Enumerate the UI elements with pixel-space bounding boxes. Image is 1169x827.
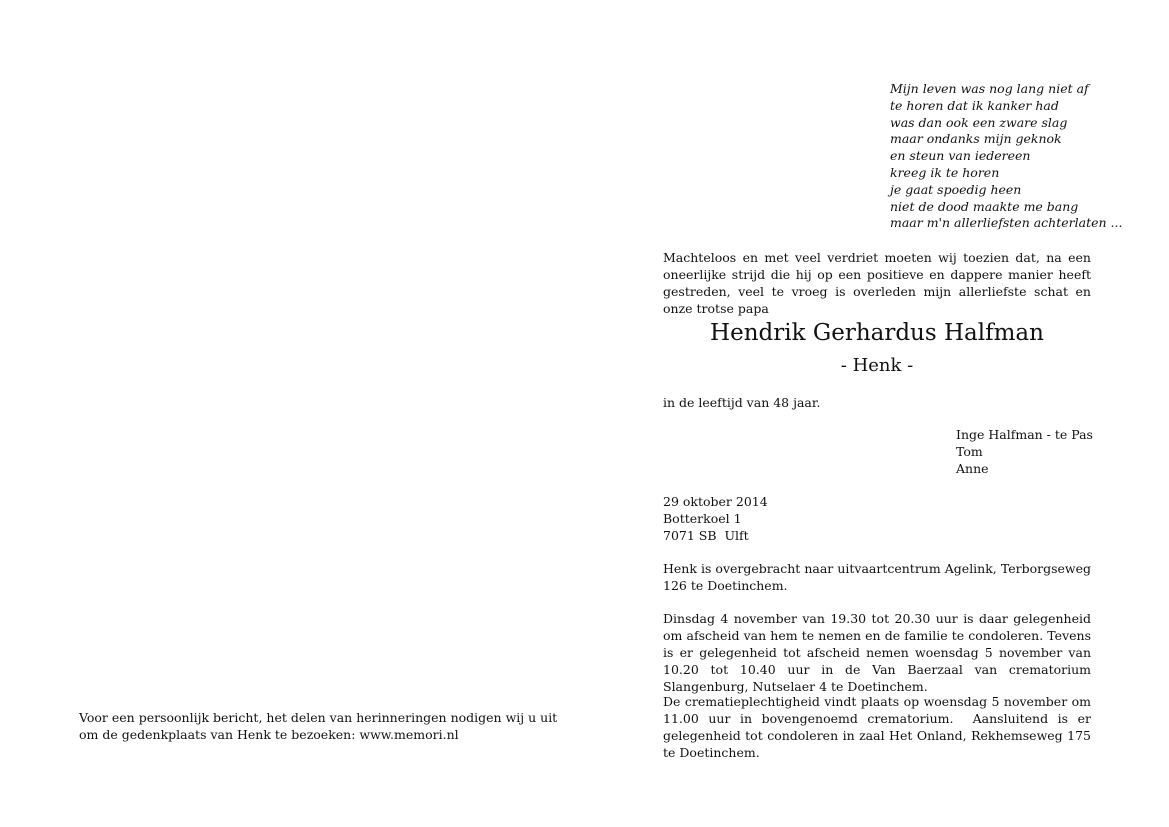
transfer-paragraph: Henk is overgebracht naar uitvaartcentrum Agelink, Terborgseweg 126 te Doetinchem. bbox=[663, 561, 1091, 593]
address-city: 7071 SB Ulft bbox=[663, 528, 749, 543]
poem-line: maar m'n allerliefsten achterlaten ... bbox=[890, 215, 1123, 231]
poem-line: te horen dat ik kanker had bbox=[890, 97, 1059, 113]
family-member: Anne bbox=[956, 461, 989, 476]
visit-paragraph: Dinsdag 4 november van 19.30 tot 20.30 uur is daar gelegenheid om afscheid van hem te nemen en de familie te condoleren. Tevens is er gelegenheid tot afscheid nemen woensdag 5 november van 10.20 tot 10.40 uur in de Van Baerzaal van crematorium Slangenburg, Nutselaer 4 te Doetinchem. bbox=[663, 611, 1091, 694]
address-date: 29 oktober 2014 bbox=[663, 494, 768, 509]
poem bbox=[890, 81, 1130, 232]
memori-note-line-2: om de gedenkplaats van Henk te bezoeken: www.memori.nl bbox=[79, 727, 459, 742]
poem-line: niet de dood maakte me bang bbox=[890, 198, 1079, 214]
poem-line: maar ondanks mijn geknok bbox=[890, 131, 1062, 147]
address-street: Botterkoel 1 bbox=[663, 511, 742, 526]
poem-line: Mijn leven was nog lang niet af bbox=[890, 81, 1089, 96]
poem-line: was dan ook een zware slag bbox=[890, 114, 1068, 130]
memori-note bbox=[79, 709, 558, 743]
age-text: in de leeftijd van 48 jaar. bbox=[663, 395, 821, 410]
ceremony-paragraph: De crematieplechtigheid vindt plaats op woensdag 5 november om 11.00 uur in bovengenoemd crematorium. Aansluitend is er gelegenheid tot condoleren in zaal Het Onland, Rekhemseweg 175 te Doetinchem. bbox=[663, 694, 1095, 760]
family-member: Inge Halfman - te Pas bbox=[956, 427, 1093, 442]
deceased-nickname: - Henk - bbox=[840, 355, 914, 376]
poem-line: je gaat spoedig heen bbox=[890, 181, 1022, 197]
poem-line: kreeg ik te horen bbox=[890, 164, 1000, 180]
memori-note-line-1: Voor een persoonlijk bericht, het delen van herinneringen nodigen wij u uit bbox=[79, 710, 558, 725]
intro-paragraph: Machteloos en met veel verdriet moeten wij toezien dat, na een oneerlijke strijd die hij op een positieve en dappere manier heeft gestreden, veel te vroeg is overleden mijn allerliefste schat en onze trotse papa bbox=[663, 250, 1091, 316]
family-member: Tom bbox=[956, 444, 983, 459]
poem-line: en steun van iedereen bbox=[890, 148, 1031, 164]
address-block bbox=[663, 493, 1091, 544]
deceased-name: Hendrik Gerhardus Halfman bbox=[710, 320, 1044, 346]
family-list bbox=[956, 426, 1093, 477]
